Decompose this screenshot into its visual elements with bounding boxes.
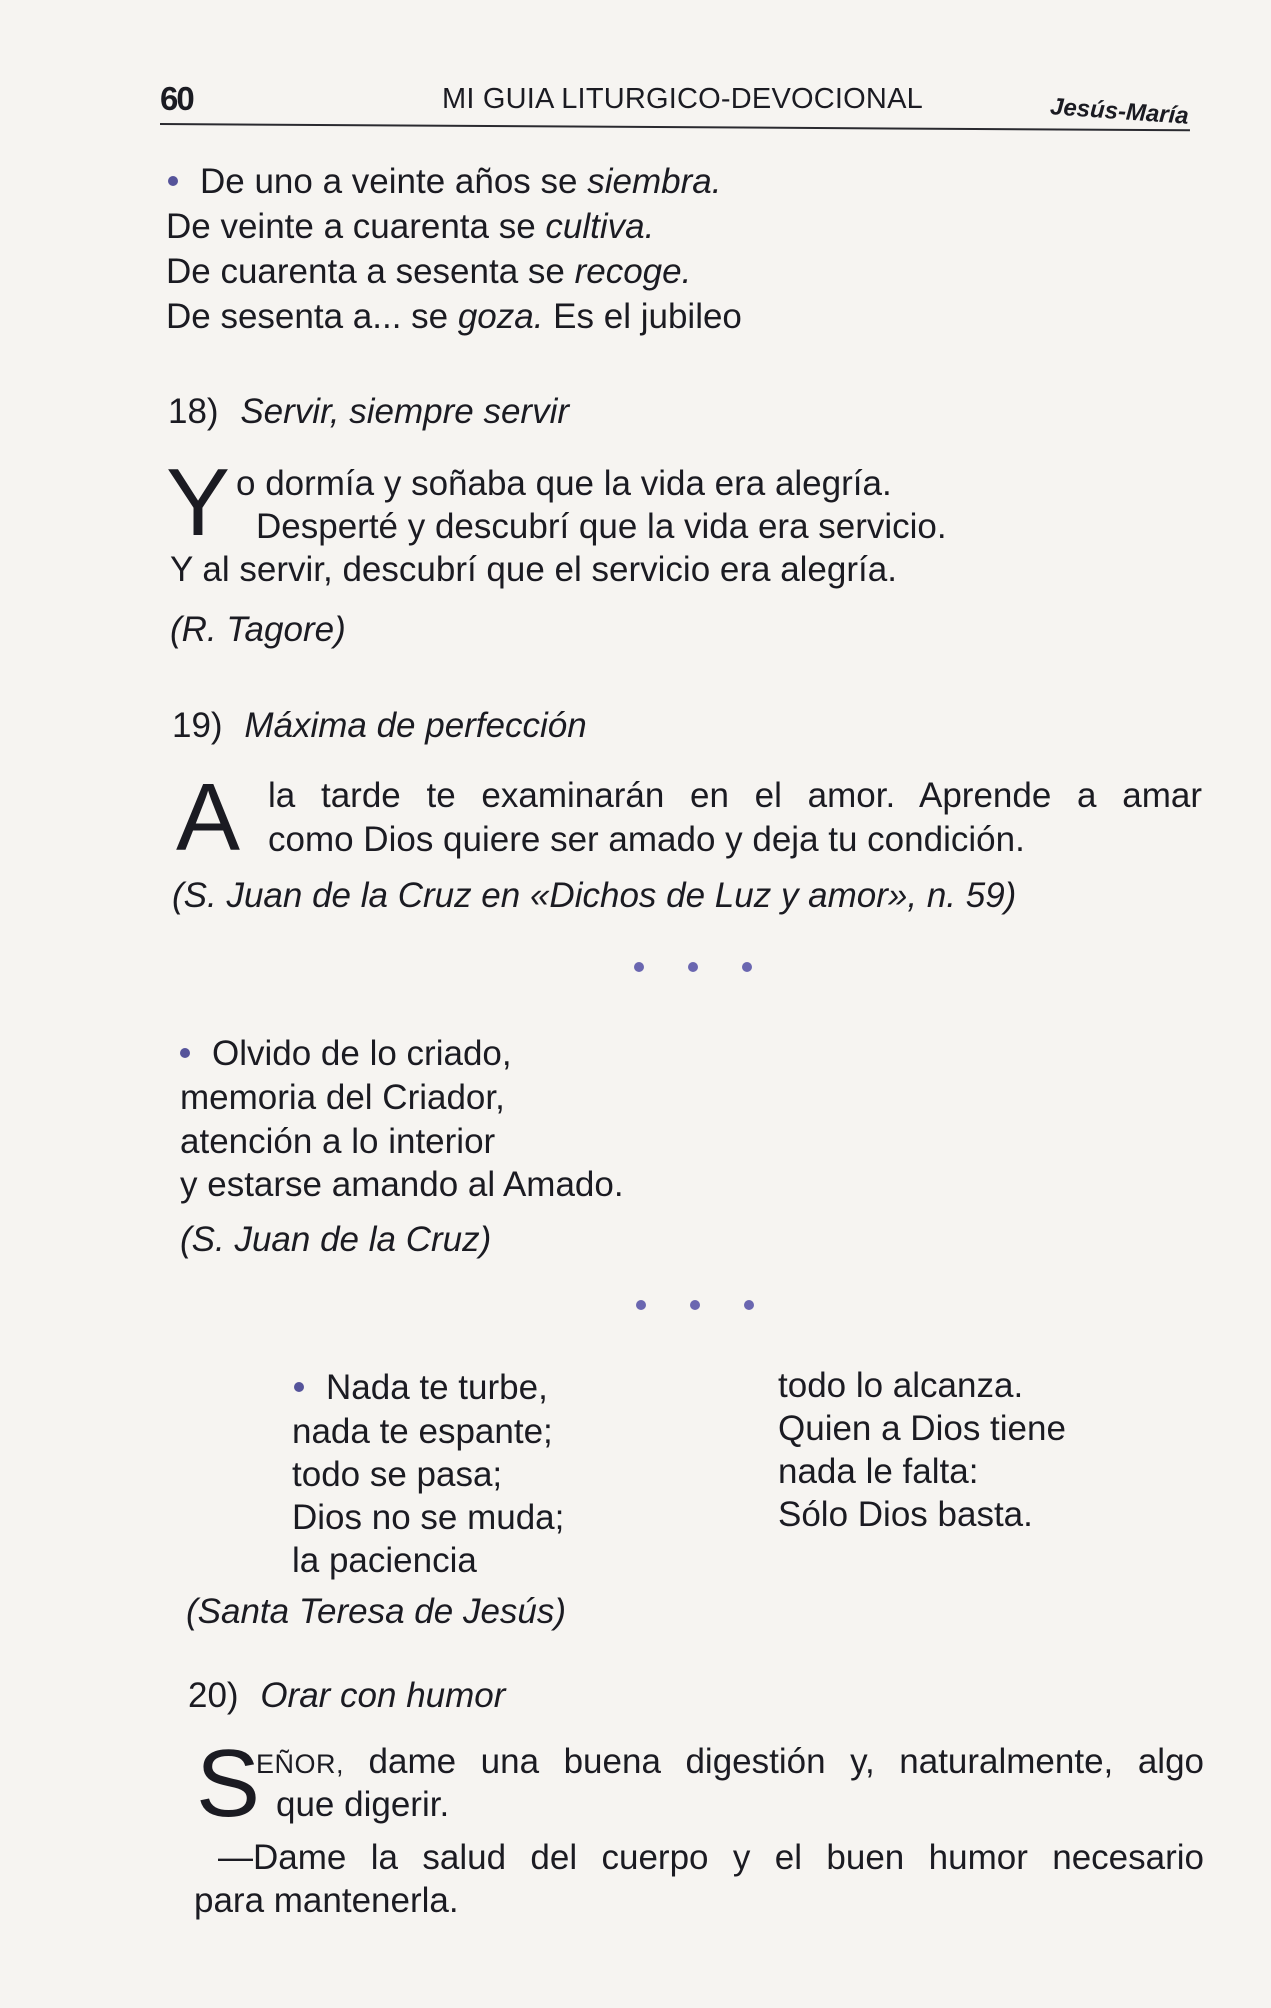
dropcap: A — [176, 764, 241, 871]
dropcap: S — [196, 1730, 261, 1837]
bullet-icon — [168, 176, 178, 186]
section-18-heading — [168, 390, 569, 434]
page-header — [160, 80, 1190, 130]
poem-right-line-2: Quien a Dios tiene — [778, 1409, 1066, 1448]
s20-line-1: EÑOR, dame una buena digestión y, naturalmente, algo — [256, 1742, 1204, 1781]
olvido-line-3: atención a lo interior — [180, 1122, 496, 1161]
olvido-line-4: y estarse amando al Amado. — [180, 1165, 624, 1204]
s18-line-3: Y al servir, descubrí que el servicio era alegría. — [170, 550, 897, 589]
s20-line-3: —Dame la salud del cuerpo y el buen humor necesario — [218, 1838, 1204, 1877]
section-number: 20) — [188, 1676, 239, 1715]
asterisk-icon — [636, 1300, 646, 1310]
section-title: Máxima de perfección — [244, 706, 587, 745]
s18-source: (R. Tagore) — [170, 610, 346, 649]
asterisk-icon — [688, 962, 698, 972]
section-19-heading — [172, 704, 587, 748]
section-number: 18) — [168, 392, 219, 431]
s19-source: (S. Juan de la Cruz en «Dichos de Luz y amor», n. 59) — [172, 876, 1017, 915]
olvido-source: (S. Juan de la Cruz) — [180, 1220, 492, 1259]
olvido-line-2: memoria del Criador, — [180, 1078, 505, 1117]
poem-left-line-2: nada te espante; — [292, 1412, 553, 1451]
bullet-icon — [180, 1048, 190, 1058]
bullet-icon — [294, 1382, 304, 1392]
publisher-mark: Jesús-María — [1049, 93, 1190, 130]
jubileo-line-3: De cuarenta a sesenta se recoge. — [166, 252, 692, 291]
asterisk-icon — [634, 962, 644, 972]
poem-left-line-3: todo se pasa; — [292, 1455, 503, 1494]
header-rule — [160, 123, 1190, 131]
poem-right-line-1: todo lo alcanza. — [778, 1366, 1024, 1405]
asterisk-icon — [742, 962, 752, 972]
asterisk-icon — [690, 1300, 700, 1310]
poem-left-line-1: Nada te turbe, — [290, 1366, 548, 1410]
jubileo-line-4: De sesenta a... se goza. Es el jubileo — [166, 297, 742, 336]
s20-line-4: para mantenerla. — [194, 1881, 459, 1920]
poem-right-line-3: nada le falta: — [778, 1452, 979, 1491]
separator-asterisks — [636, 1300, 754, 1310]
running-title: MI GUIA LITURGICO-DEVOCIONAL — [442, 83, 923, 115]
s19-line-2: como Dios quiere ser amado y deja tu condición. — [268, 820, 1025, 859]
section-number: 19) — [172, 706, 223, 745]
section-20-heading — [188, 1674, 505, 1718]
poem-right-line-4: Sólo Dios basta. — [778, 1495, 1033, 1534]
jubileo-line-2: De veinte a cuarenta se cultiva. — [166, 207, 655, 246]
page-number: 60 — [160, 80, 193, 117]
poem-left-line-5: la paciencia — [292, 1541, 477, 1580]
section-title: Orar con humor — [260, 1676, 506, 1715]
asterisk-icon — [744, 1300, 754, 1310]
dropcap: Y — [166, 449, 231, 556]
s18-line-2: Desperté y descubrí que la vida era servicio. — [256, 507, 947, 546]
separator-asterisks — [634, 962, 752, 972]
poem-source: (Santa Teresa de Jesús) — [186, 1592, 567, 1631]
poem-left-line-4: Dios no se muda; — [292, 1498, 565, 1537]
s19-line-1: la tarde te examinarán en el amor. Aprende a amar — [268, 776, 1202, 815]
s18-line-1: o dormía y soñaba que la vida era alegría. — [236, 464, 892, 503]
jubileo-line-1: De uno a veinte años se siembra. — [164, 160, 721, 204]
section-title: Servir, siempre servir — [240, 392, 569, 431]
olvido-line-1: Olvido de lo criado, — [176, 1032, 512, 1076]
s20-line-2: que digerir. — [276, 1785, 450, 1824]
